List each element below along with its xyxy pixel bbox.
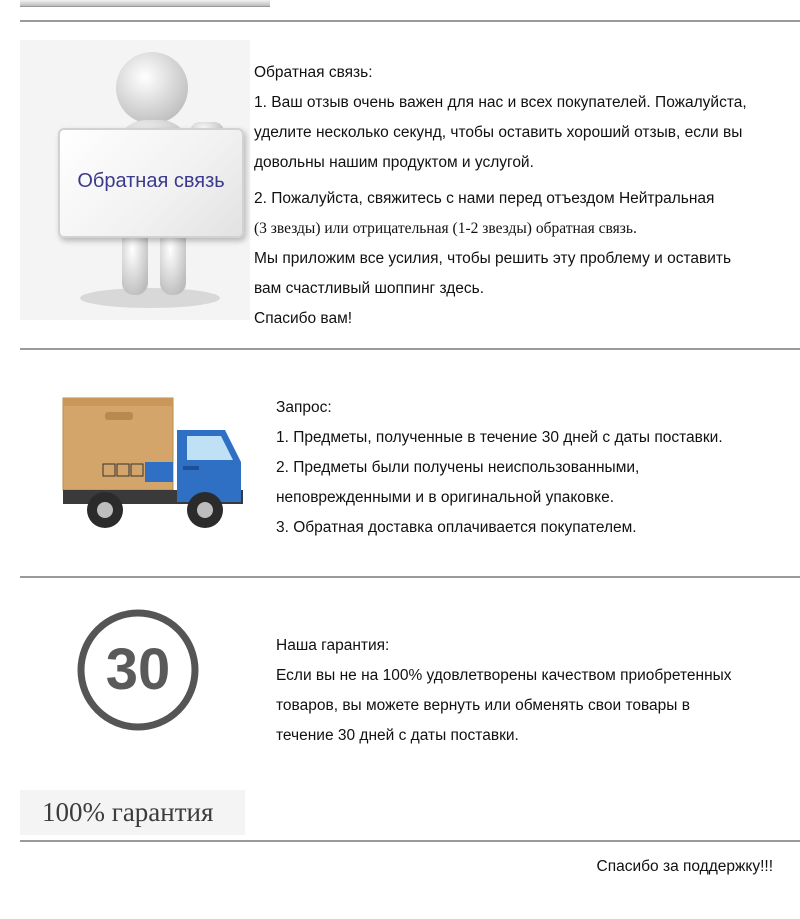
feedback-paragraph-1-line-2: уделите несколько секунд, чтобы оставить хороший отзыв, если вы xyxy=(254,124,743,141)
returns-item-1: 1. Предметы, полученные в течение 30 дней с даты поставки. xyxy=(276,429,723,446)
guarantee-text xyxy=(276,631,732,751)
feedback-sign-card xyxy=(58,128,244,238)
guarantee-line-3: течение 30 дней с даты поставки. xyxy=(276,727,519,744)
returns-item-2-line-1: 2. Предметы были получены неиспользованными, xyxy=(276,459,640,476)
feedback-sign-text: Обратная связь xyxy=(77,170,225,192)
returns-heading: Запрос: xyxy=(276,399,332,416)
returns-text xyxy=(276,393,723,543)
guarantee-line-1: Если вы не на 100% удовлетворены качеством приобретенных xyxy=(276,667,732,684)
feedback-heading: Обратная связь: xyxy=(254,64,373,81)
thanks-message: Спасибо за поддержку!!! xyxy=(596,858,773,875)
delivery-truck-icon xyxy=(55,392,255,542)
badge-number: 30 xyxy=(105,637,171,702)
feedback-paragraph-2-line-1: 2. Пожалуйста, свяжитесь с нами перед отъездом Нейтральная xyxy=(254,190,715,207)
section-divider xyxy=(20,576,800,578)
feedback-paragraph-2-line-3: Мы приложим все усилия, чтобы решить эту проблему и оставить xyxy=(254,250,732,267)
section-divider xyxy=(20,840,800,842)
feedback-paragraph-2-line-4: вам счастливый шоппинг здесь. xyxy=(254,280,485,297)
feedback-paragraph-2-line-2: (3 звезды) или отрицательная (1-2 звезды) обратная связь. xyxy=(254,220,637,237)
section-divider xyxy=(20,348,800,350)
feedback-paragraph-1-line-1: 1. Ваш отзыв очень важен для нас и всех покупателей. Пожалуйста, xyxy=(254,94,747,111)
returns-item-2-line-2: неповрежденными и в оригинальной упаковке. xyxy=(276,489,615,506)
feedback-paragraph-1-line-3: довольны нашим продуктом и услугой. xyxy=(254,154,534,171)
section-divider xyxy=(20,20,800,22)
guarantee-line-2: товаров, вы можете вернуть или обменять свои товары в xyxy=(276,697,690,714)
thirty-day-badge xyxy=(74,606,202,734)
guarantee-label: 100% гарантия xyxy=(42,797,214,827)
feedback-paragraph-2-line-5: Спасибо вам! xyxy=(254,310,353,327)
returns-item-3: 3. Обратная доставка оплачивается покупателем. xyxy=(276,519,637,536)
top-image-edge xyxy=(20,0,270,7)
guarantee-heading: Наша гарантия: xyxy=(276,637,390,654)
feedback-text xyxy=(254,58,747,334)
